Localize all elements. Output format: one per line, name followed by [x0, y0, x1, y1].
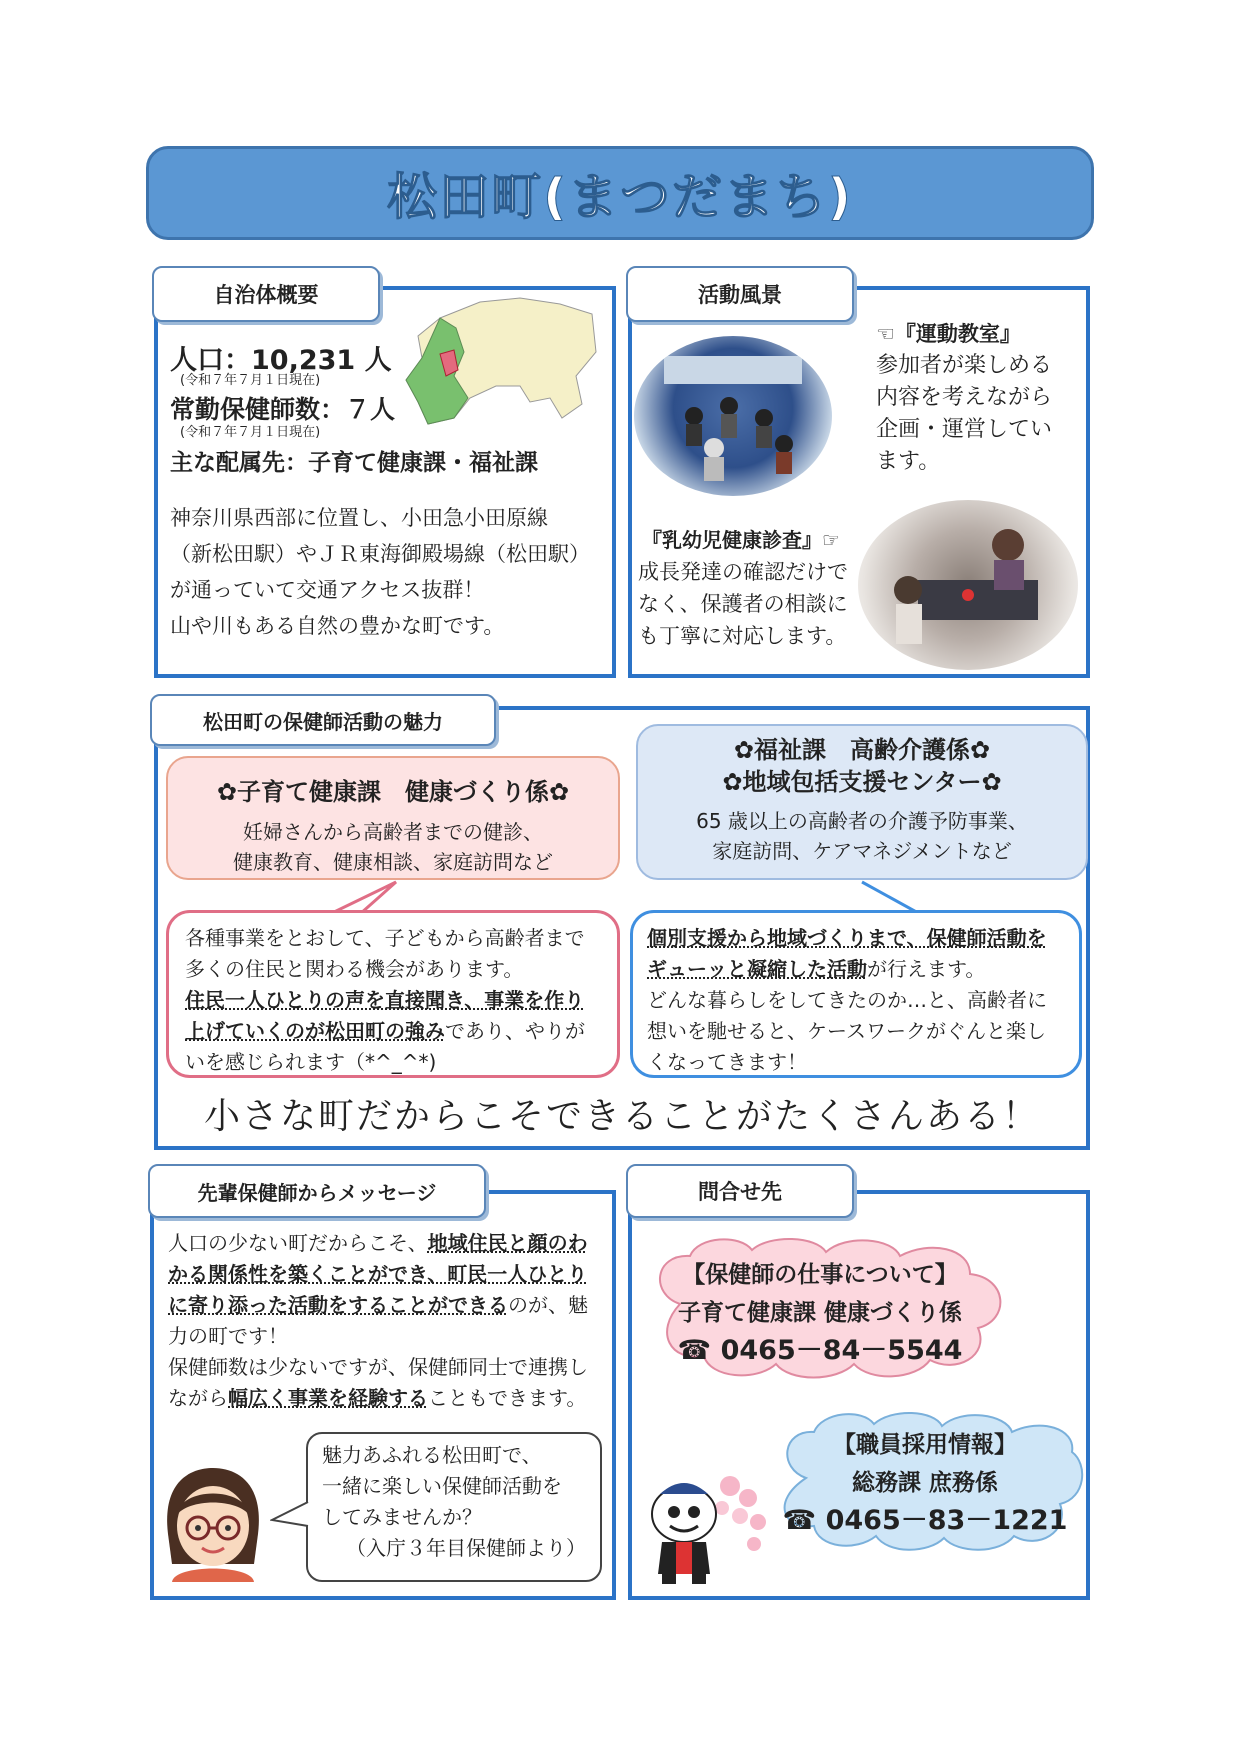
contact-department: 総務課 庶務係 — [851, 1470, 998, 1496]
speech-line: してみませんか？ — [322, 1505, 482, 1529]
infant-checkup-caption — [638, 556, 848, 652]
health-dept-contact — [660, 1256, 980, 1370]
message-text: こともできます。 — [428, 1386, 587, 1410]
contact-heading: 【保健師の仕事について】 — [682, 1262, 958, 1288]
message-text: 人口の少ない町だからこそ、 — [168, 1231, 428, 1255]
population-text: 人口：10,231 人 — [170, 345, 392, 376]
kanagawa-map — [400, 294, 600, 434]
caption-line: 企画・運営してい — [876, 417, 1053, 442]
message-tab: 先輩保健師からメッセージ — [148, 1164, 486, 1218]
appeal-tab: 松田町の保健師活動の魅力 — [150, 694, 496, 746]
contact-tab: 問合せ先 — [626, 1164, 854, 1218]
message-text: 保健師数は少ないですが、保健師同士で連携しながら — [168, 1355, 588, 1410]
speech-line: 魅力あふれる松田町で、 — [322, 1443, 542, 1467]
senior-nurse-speech-bubble — [306, 1432, 602, 1582]
duty-line: 妊婦さんから高齢者までの健診、 — [243, 820, 543, 844]
health-dept-detail-text: 各種事業をとおして、子どもから高齢者まで多くの住民と関わる機会があります。 — [185, 926, 585, 981]
blue-speech-tail — [860, 880, 970, 914]
welfare-dept-title-line: ✿福祉課 高齢介護係✿ — [733, 736, 991, 764]
nurse-count-text: 常勤保健師数：７人 — [170, 395, 396, 424]
caption-line: 成長発達の確認だけで — [638, 560, 848, 584]
welfare-dept-title — [638, 734, 1086, 798]
exercise-class-photo — [634, 336, 832, 496]
overview-desc-line: 山や川もある自然の豊かな町です。 — [170, 614, 505, 638]
health-dept-detail-text: であり、やりがいを感じられます（*^_^*) — [185, 1019, 585, 1074]
overview-description — [170, 500, 610, 644]
duty-line: 家庭訪問、ケアマネジメントなど — [712, 839, 1012, 863]
overview-desc-line: 神奈川県西部に位置し、小田急小田原線 — [170, 506, 548, 530]
welfare-dept-bubble — [636, 724, 1088, 880]
speech-line: 一緒に楽しい保健師活動を — [322, 1474, 562, 1498]
caption-line: ます。 — [876, 449, 941, 474]
page-title: 松田町(まつだまち) — [387, 168, 853, 226]
overview-desc-line: （新松田駅）やＪＲ東海御殿場線（松田駅） — [170, 542, 590, 566]
health-dept-bubble — [166, 756, 620, 880]
message-text: のが、魅力の町です！ — [168, 1293, 588, 1348]
caption-line: 参加者が楽しめる — [876, 353, 1053, 378]
message-body — [168, 1228, 600, 1414]
recruitment-contact — [780, 1426, 1070, 1540]
nurse-avatar — [158, 1464, 268, 1582]
contact-heading: 【職員採用情報】 — [833, 1432, 1017, 1458]
exercise-class-caption — [876, 350, 1052, 478]
contact-department: 子育て健康課 健康づくり係 — [677, 1300, 962, 1326]
welfare-dept-detail-text: どんな暮らしをしてきたのか…と、高齢者に想いを馳せると、ケースワークがぐんと楽しくなってきます！ — [647, 988, 1047, 1074]
duty-line: 65 歳以上の高齢者の介護予防事業、 — [696, 809, 1028, 833]
exercise-class-caption-title: ☜『運動教室』 — [876, 322, 1021, 346]
exercise-class-figures — [634, 336, 832, 496]
welfare-dept-title-line: ✿地域包括支援センター✿ — [722, 768, 1002, 796]
population-note: (令和７年７月１日現在) — [180, 373, 321, 388]
phone-number[interactable]: ☎ 0465－83－1221 — [782, 1505, 1068, 1536]
infant-checkup-photo — [858, 500, 1078, 670]
message-highlight: 地域住民と顔のわかる関係性を築くことができ、町民一人ひとりに寄り添った活動をすることができる — [168, 1231, 588, 1317]
speech-bubble-tail — [270, 1500, 310, 1530]
health-dept-duties — [168, 817, 618, 877]
health-dept-highlight: 住民一人ひとりの声を直接聞き、事業を作り上げていくのが松田町の強み — [185, 988, 585, 1043]
message-highlight: 幅広く事業を経験する — [228, 1386, 428, 1410]
health-dept-title: ✿子育て健康課 健康づくり係✿ — [216, 778, 570, 806]
caption-line: 内容を考えながら — [876, 385, 1053, 410]
caption-line: も丁寧に対応します。 — [638, 624, 847, 648]
welfare-dept-detail-box — [630, 910, 1082, 1078]
health-dept-detail-box — [166, 910, 620, 1078]
town-mascot-icon — [636, 1464, 772, 1592]
speech-signature: （入庁３年目保健師より） — [346, 1536, 586, 1560]
welfare-dept-duties — [638, 806, 1086, 866]
overview-desc-line: が通っていて交通アクセス抜群！ — [170, 578, 485, 602]
infant-checkup-figures — [858, 500, 1078, 670]
pink-speech-tail — [320, 880, 400, 914]
phone-number[interactable]: ☎ 0465－84－5544 — [677, 1335, 963, 1366]
overview-tab: 自治体概要 — [152, 266, 380, 322]
activity-tab: 活動風景 — [626, 266, 854, 322]
departments-text: 主な配属先：子育て健康課・福祉課 — [170, 450, 538, 476]
page-title-banner — [146, 146, 1094, 240]
infant-checkup-caption-title: 『乳幼児健康診査』☞ — [642, 528, 840, 552]
nurse-count-note: (令和７年７月１日現在) — [180, 425, 321, 440]
welfare-dept-highlight: 個別支援から地域づくりまで、保健師活動をギューッと凝縮した活動 — [647, 926, 1047, 981]
welfare-dept-detail-text: が行えます。 — [867, 957, 986, 981]
caption-line: なく、保護者の相談に — [638, 592, 848, 616]
duty-line: 健康教育、健康相談、家庭訪問など — [233, 850, 553, 874]
slogan: 小さな町だからこそできることがたくさんある！ — [203, 1096, 1040, 1137]
